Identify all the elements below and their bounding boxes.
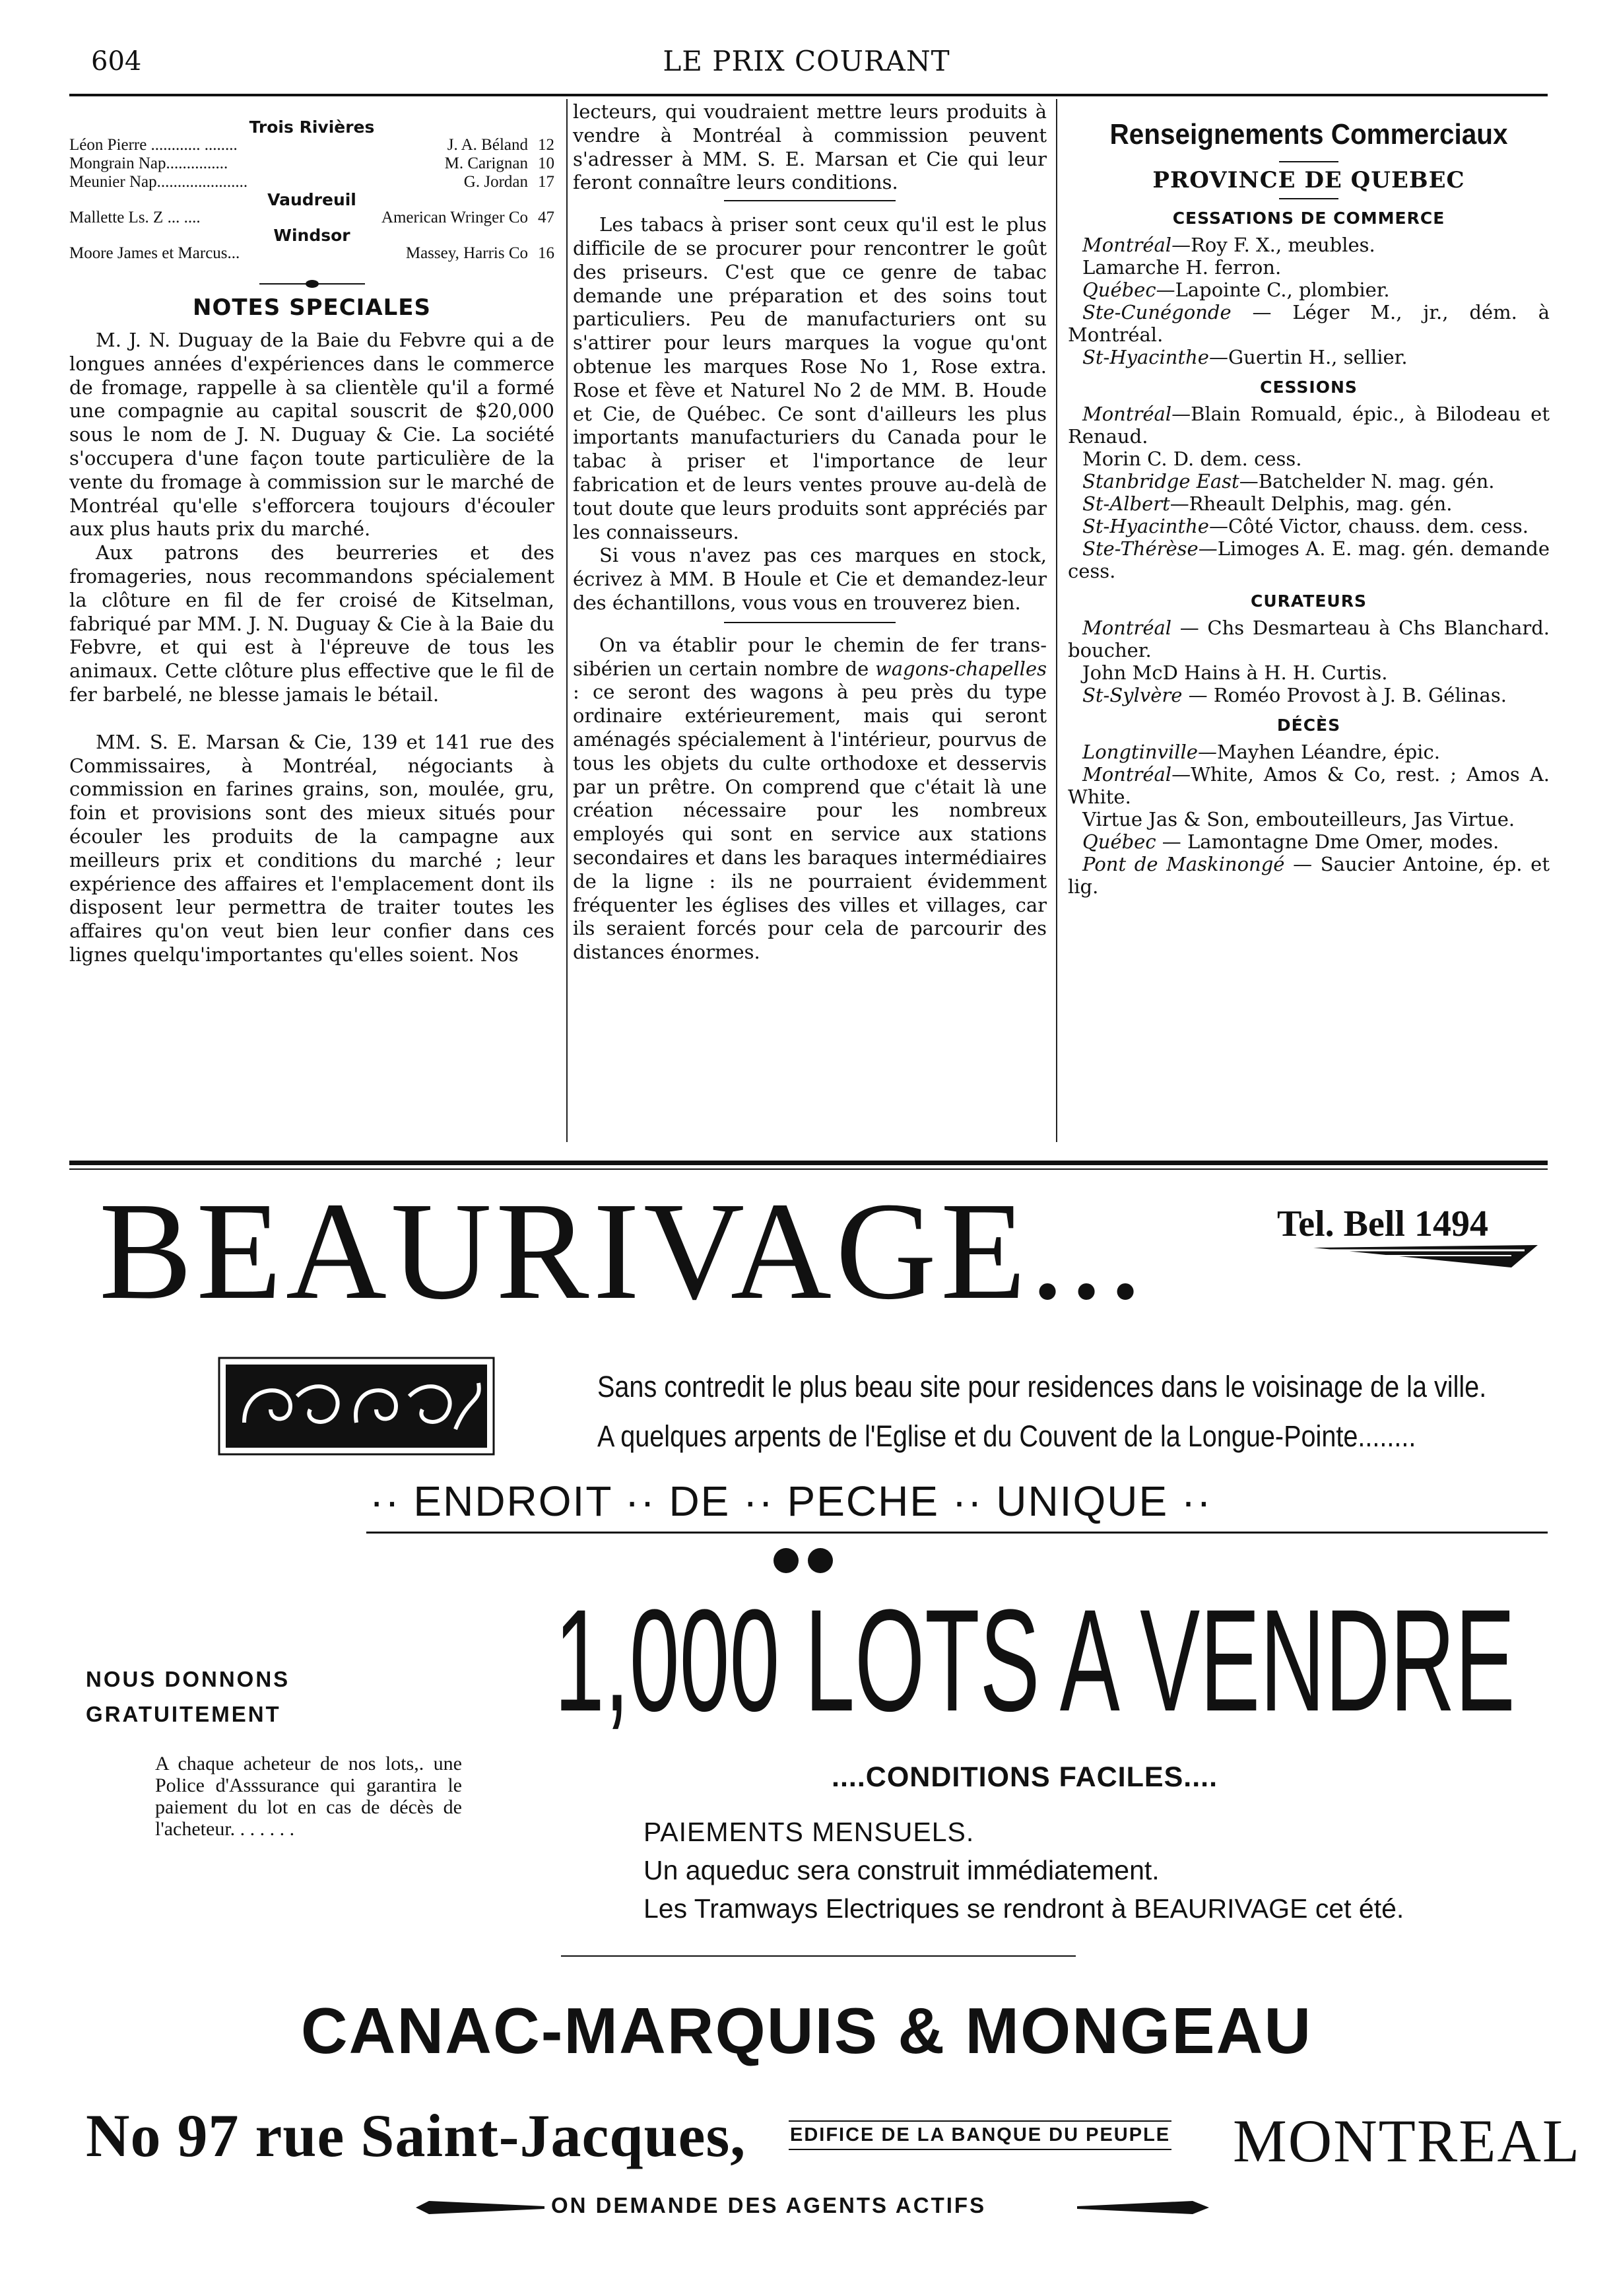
curateurs-list — [1068, 617, 1550, 706]
middle-paragraph — [573, 634, 1047, 964]
list-place-heading: Vaudreuil — [267, 190, 356, 209]
entry-line — [1068, 537, 1550, 582]
entry-place: Pont de Maskinongé — [1082, 853, 1285, 875]
deces-list — [1068, 741, 1550, 898]
entry-text: Morin C. D. dem. cess. — [1082, 448, 1302, 470]
section-heading-curateurs: CURATEURS — [1251, 591, 1367, 611]
list-row — [69, 154, 554, 173]
ad-top-rule — [69, 1161, 1548, 1165]
section-heading-cessations: CESSATIONS DE COMMERCE — [1172, 209, 1445, 228]
ad-line-1: Sans contredit le plus beau site pour residences dans le voisinage de la ville. — [597, 1370, 1487, 1403]
italic-term: wagons-chapelles — [874, 657, 1047, 680]
ad-top-rule-thin — [69, 1168, 1548, 1170]
cessions-list — [1068, 403, 1550, 582]
row-name: Moore James et Marcus... — [69, 244, 240, 262]
middle-paragraph: Si vous n'avez pas ces marques en stock, écrivez à MM. B Houle et Cie et demandez-leur des échantillons, vous vous en trouverez bien. — [573, 544, 1047, 614]
short-rule — [1279, 198, 1338, 199]
entry-place: Longtinville — [1082, 741, 1198, 763]
telephone-underline-flourish — [1313, 1241, 1551, 1281]
entry-place: Montréal — [1082, 234, 1172, 256]
row-creditor: G. Jordan — [463, 173, 528, 191]
list-row — [69, 173, 554, 191]
entry-place: St-Hyacinthe — [1082, 515, 1209, 537]
list-row — [69, 244, 554, 263]
failures-list — [69, 119, 554, 263]
entry-text: — Saucier Antoine, ép. et lig. — [1068, 853, 1550, 898]
ad-line-2: A quelques arpents de l'Eglise et du Couvent de la Longue-Pointe........ — [597, 1419, 1416, 1453]
entry-line — [1068, 741, 1550, 763]
company-rule — [561, 1955, 1076, 1957]
entry-text: —Lapointe C., plombier. — [1156, 279, 1390, 301]
ornament-divider — [259, 280, 365, 288]
entry-text: —Rheault Delphis, mag. gén. — [1169, 492, 1453, 515]
province-heading: PROVINCE DE QUEBEC — [1152, 167, 1465, 193]
middle-paragraph: Les tabacs à priser sont ceux qu'il est le plus difficile de se procurer pour rencontrer le goût des priseurs. C'est que ce genre de tabac demande une préparation et des soins tout particuliers. Peu de manufacturiers ont su s'attirer pour leurs marques la vogue qu'ont obtenue les marques Rose No 1, Rose extra. Rose et fève et Naturel No 2 de MM. B. Houde et Cie, de Québec. Ce sont d'ailleurs les plus importants manufacturiers du Canada pour le tabac à priser et l'importance de leur fabrication et de leurs ventes prouve au-delà de tout doute que leurs produits sont appréciés par les connaisseurs. — [573, 213, 1047, 543]
row-creditor: J. A. Béland — [447, 136, 528, 154]
entry-line — [1068, 234, 1550, 256]
entry-line — [1068, 830, 1550, 853]
entry-text: Virtue Jas & Son, embouteilleurs, Jas Virtue. — [1082, 808, 1515, 830]
column-divider-1 — [566, 99, 568, 1142]
entry-place: Montréal — [1082, 617, 1172, 639]
notes-body — [69, 329, 554, 967]
journal-title: LE PRIX COURANT — [663, 45, 950, 77]
slogan-rule — [366, 1532, 1548, 1534]
address-line: No 97 rue Saint-Jacques, — [86, 2102, 746, 2169]
right-column — [1068, 118, 1550, 898]
row-name: Mongrain Nap............... — [69, 154, 228, 172]
scroll-ornament-icon — [218, 1357, 495, 1456]
list-place-heading: Trois Rivières — [249, 118, 375, 137]
column-divider-2 — [1056, 99, 1057, 1142]
entry-line — [1068, 808, 1550, 830]
row-number: 10 — [538, 154, 554, 172]
entry-line — [1068, 617, 1550, 661]
lots-headline: 1,000 LOTS A VENDRE — [554, 1579, 1515, 1741]
middle-paragraph: lecteurs, qui voudraient mettre leurs produits à vendre à Montréal à commission peuvent s'adresser à MM. S. E. Marsan et Cie qui leur feront connaître leurs conditions. — [573, 100, 1047, 194]
aqueduc-line: Un aqueduc sera construit immédiatement. — [643, 1855, 1160, 1885]
entry-text: —White, Amos & Co, rest. ; Amos A. White. — [1068, 763, 1550, 808]
entry-text: —Batchelder N. mag. gén. — [1239, 470, 1495, 492]
renseignements-title: Renseignements Commerciaux — [1109, 118, 1508, 151]
entry-text: —Limoges A. E. mag. gén. demande cess. — [1068, 537, 1550, 582]
paiements-line: PAIEMENTS MENSUELS. — [643, 1817, 975, 1847]
entry-place: St-Albert — [1082, 492, 1170, 515]
ad-slogan: ·· ENDROIT ·· DE ·· PECHE ·· UNIQUE ·· — [370, 1477, 1212, 1525]
entry-line — [1068, 763, 1550, 808]
entry-text: —Roy F. X., meubles. — [1171, 234, 1375, 256]
entry-text: Lamarche H. ferron. — [1082, 256, 1282, 279]
row-number: 47 — [538, 209, 554, 226]
conditions-line: ....CONDITIONS FACILES.... — [832, 1761, 1218, 1793]
separator-rule — [724, 200, 896, 201]
entry-line — [1068, 301, 1550, 346]
entry-line — [1068, 492, 1550, 515]
entry-place: St-Sylvère — [1082, 684, 1183, 706]
ad-title: BEAURIVAGE... — [99, 1173, 1147, 1328]
row-number: 12 — [538, 136, 554, 154]
entry-line — [1068, 470, 1550, 492]
entry-place: Stanbridge East — [1082, 470, 1239, 492]
entry-line — [1068, 346, 1550, 368]
row-number: 17 — [538, 173, 554, 191]
row-creditor: M. Carignan — [444, 154, 528, 172]
row-creditor: American Wringer Co — [381, 209, 528, 226]
separator-rule — [724, 622, 896, 623]
middle-column — [573, 100, 1047, 964]
donnons-line-2: GRATUITEMENT — [86, 1702, 281, 1726]
entry-place: Ste-Cunégonde — [1082, 301, 1232, 323]
city-line: MONTREAL — [1233, 2107, 1581, 2175]
entry-text: — Lamontagne Dme Omer, modes. — [1156, 830, 1499, 853]
entry-place: St-Hyacinthe — [1082, 346, 1209, 368]
entry-line — [1068, 684, 1550, 706]
agents-line: ON DEMANDE DES AGENTS ACTIFS — [551, 2193, 987, 2217]
left-arrow-flourish — [416, 2200, 544, 2215]
row-creditor: Massey, Harris Co — [405, 244, 528, 262]
notes-title: NOTES SPECIALES — [192, 294, 432, 321]
entry-line — [1068, 279, 1550, 301]
entry-place: Québec — [1082, 279, 1156, 301]
text-run: On va établir pour le chemin de fer trans-sibérien un certain nombre de — [573, 633, 1047, 680]
page-number: 604 — [91, 46, 142, 77]
company-name: CANAC-MARQUIS & MONGEAU — [300, 1994, 1313, 2067]
entry-line — [1068, 403, 1550, 448]
entry-place: Montréal — [1082, 763, 1172, 786]
text-run: : ce seront des wagons à peu près du type ordinaire extérieurement, mais qui seront aménagés spécialement à l'intérieur, pourvus de tous les objets du culte orthodoxe et desservis par un prêtre. On comprend que c'était là une création nécessaire pour les nombreux employés qui sont en service aux stations secondaires et dans les baraques intermédiaires de la ligne : ils ne pourraient évidemment fréquenter les églises des villes et villages, car ils seraient forcés pour cela de parcourir des distances énormes. — [573, 681, 1047, 964]
section-heading-deces: DÉCÈS — [1276, 716, 1341, 735]
notes-paragraph: MM. S. E. Marsan & Cie, 139 et 141 rue des Commissaires, à Montréal, négociants à commission en farines grains, son, moulée, gru, foin et provisions sont des mieux situés pour écouler les produits de la campagne aux meilleurs prix et conditions du marché ; leur expérience des affaires et l'emplacement dont ils disposent leur permettra de traiter toutes les affaires qu'on veut bien leur confier dans ces lignes quelqu'importantes qu'elles soient. Nos — [69, 730, 554, 966]
entry-text: John McD Hains à H. H. Curtis. — [1082, 661, 1388, 684]
right-arrow-flourish — [1077, 2200, 1209, 2215]
row-number: 16 — [538, 244, 554, 262]
entry-text: — Léger M., jr., dém. à Montréal. — [1068, 301, 1550, 346]
list-row — [69, 136, 554, 154]
entry-text: —Blain Romuald, épic., à Bilodeau et Renaud. — [1068, 403, 1550, 448]
entry-text: — Roméo Provost à J. B. Gélinas. — [1182, 684, 1507, 706]
row-name: Meunier Nap...................... — [69, 173, 248, 191]
short-rule — [1279, 161, 1338, 162]
section-heading-cessions: CESSIONS — [1260, 378, 1358, 397]
entry-line — [1068, 515, 1550, 537]
entry-text: —Côté Victor, chauss. dem. cess. — [1208, 515, 1529, 537]
notes-paragraph: M. J. N. Duguay de la Baie du Febvre qui a de longues années d'expériences dans le commerce de fromage, rappelle à sa clientèle qu'il a formé une compagnie au capital souscrit de $20,000 sous le nom de J. N. Duguay & Cie. La société s'occupera d'une façon toute particulière de la vente du fromage à commission sur le marché de Montréal qu'elle s'efforcera toujours d'écouler aux plus hauts prix du marché. — [69, 329, 554, 541]
entry-text: —Mayhen Léandre, épic. — [1197, 741, 1440, 763]
notes-paragraph: Aux patrons des beurreries et des fromageries, nous recommandons spécialement la clôture en fil de fer croisé de Kitselman, fabriqué par MM. J. N. Duguay & Cie à la Baie du Febvre, et qui est à l'épreuve de tous les animaux. Cette clôture plus effective que le fil de fer barbelé, ne blesse jamais le bétail. — [69, 541, 554, 706]
entry-line — [1068, 853, 1550, 898]
entry-line — [1068, 256, 1550, 279]
tramways-line: Les Tramways Electriques se rendront à BEAURIVAGE cet été. — [643, 1893, 1404, 1924]
double-dot-ornament — [774, 1548, 839, 1574]
row-name: Léon Pierre ............ ........ — [69, 136, 238, 154]
row-name: Mallette Ls. Z ... .... — [69, 209, 201, 226]
donnons-text: A chaque acheteur de nos lots,. une Police d'Asssurance qui garantira le paiement du lot en cas de décès de l'acheteur. . . . . . . — [155, 1753, 462, 1840]
ad-telephone: Tel. Bell 1494 — [1277, 1203, 1488, 1244]
entry-place: Ste-Thérèse — [1082, 537, 1199, 560]
list-row — [69, 209, 554, 227]
donnons-line-1: NOUS DONNONS — [86, 1667, 290, 1691]
header-rule — [69, 94, 1548, 96]
entry-line — [1068, 448, 1550, 470]
entry-place: Montréal — [1082, 403, 1172, 425]
list-place-heading: Windsor — [273, 226, 350, 245]
entry-text: — Chs Desmarteau à Chs Blanchard. boucher. — [1068, 617, 1550, 661]
edifice-line: EDIFICE DE LA BANQUE DU PEUPLE — [789, 2120, 1171, 2150]
entry-line — [1068, 661, 1550, 684]
left-column — [69, 119, 554, 967]
cessations-list — [1068, 234, 1550, 368]
entry-text: —Guertin H., sellier. — [1208, 346, 1408, 368]
entry-place: Québec — [1082, 830, 1156, 853]
